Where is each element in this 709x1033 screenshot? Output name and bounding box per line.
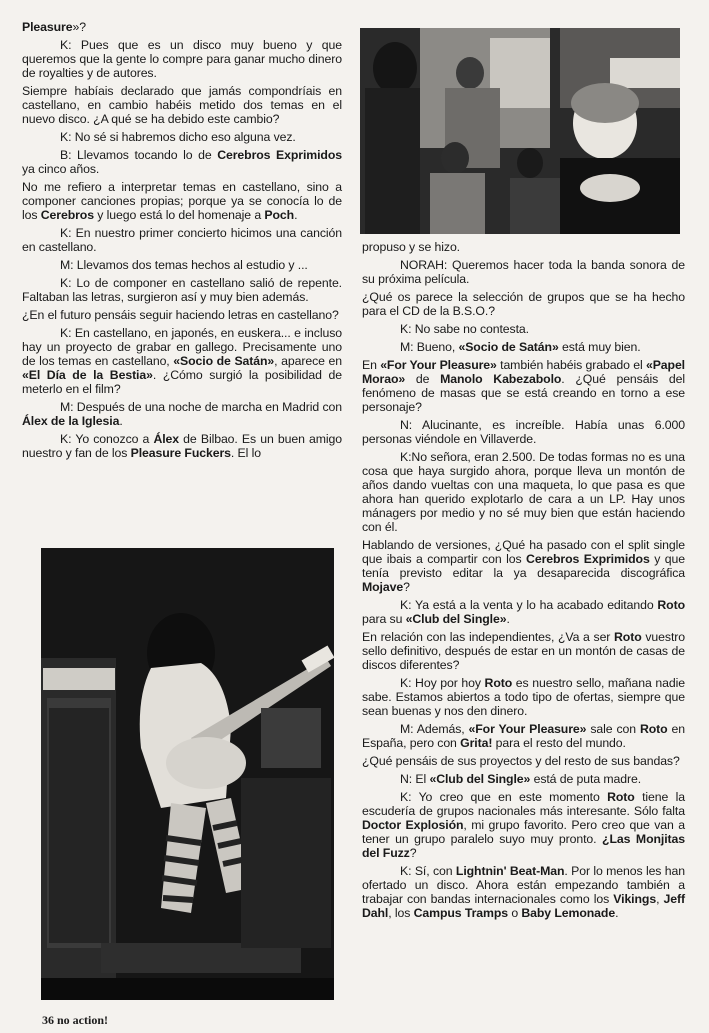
text-run: vuestro sello definitivo, después de estar en un montón de casas de discos diferentes? — [362, 630, 685, 672]
text-run: Siempre habíais declarado que jamás compondríais en castellano, en cambio habéis metido dos temas en el nuevo disco. ¿A qué se ha debido este cambio? — [22, 84, 342, 126]
bold-text: «El Día de la Bestia» — [22, 368, 153, 382]
paragraph — [362, 240, 685, 254]
bold-text: «Papel Morao» — [362, 358, 685, 386]
text-run: No me refiero a interpretar temas en castellano, sino a componer canciones propias; porque ya se conocía lo de los — [22, 180, 342, 222]
page-footer: 36 no action! — [42, 1013, 108, 1027]
text-run: o — [508, 906, 522, 920]
paragraph — [362, 722, 685, 750]
text-run: K: No sabe no contesta. — [400, 322, 529, 336]
bold-text: Pleasure — [22, 20, 73, 34]
text-run: . — [119, 414, 123, 428]
guitarist-image — [41, 548, 334, 1000]
text-run: ? — [409, 846, 417, 860]
text-run: es nuestro sello, mañana nadie sabe. Estamos abiertos a todo tipo de ofertas, siempre que sean buenas y nos den dinero. — [362, 676, 685, 718]
text-run: »? — [72, 20, 86, 34]
text-run: . Por lo menos les han ofertado un disco. Ahora están empezando también a trabajar con bandas internacionales como los — [362, 864, 685, 906]
text-run: NORAH: Queremos hacer toda la banda sonora de su próxima película. — [362, 258, 685, 286]
text-run: está muy bien. — [558, 340, 641, 354]
paragraph — [22, 38, 342, 80]
text-run: sale con — [586, 722, 640, 736]
text-run: M: Llevamos dos temas hechos al estudio y ... — [60, 258, 308, 272]
bold-text: «Club del Single» — [429, 772, 531, 786]
bold-text: Doctor Explosión — [362, 818, 464, 832]
bold-text: ¿Las Monjitas del Fuzz — [362, 832, 685, 860]
paragraph — [362, 790, 685, 860]
bold-text: Poch — [264, 208, 295, 222]
paragraph — [22, 326, 342, 396]
text-run: K: Ya está a la venta y lo ha acabado editando — [400, 598, 658, 612]
text-run: K: Hoy por hoy — [400, 676, 485, 690]
text-run: ¿Qué os parece la selección de grupos que se ha hecho para el CD de la B.S.O.? — [362, 290, 685, 318]
paragraph — [22, 20, 342, 34]
text-run: En — [362, 358, 381, 372]
text-run: en España, pero con — [362, 722, 685, 750]
paragraph — [362, 538, 685, 594]
text-run: , aparece en — [274, 354, 342, 368]
paragraph — [362, 754, 685, 768]
bold-text: Roto — [484, 676, 513, 690]
bold-text: Roto — [657, 598, 685, 612]
paragraph — [362, 322, 685, 336]
bold-text: Baby Lemonade — [521, 906, 616, 920]
bold-text: «Club del Single» — [405, 612, 507, 626]
text-run: N: El — [400, 772, 430, 786]
text-run: M: Además, — [400, 722, 469, 736]
band-photo-group — [360, 28, 680, 234]
paragraph — [22, 84, 342, 126]
paragraph — [362, 418, 685, 446]
bold-text: «For Your Pleasure» — [380, 358, 497, 372]
text-run: , mi grupo favorito. Pero creo que van a tener un grupo paralelo suyo muy pronto. — [362, 818, 685, 846]
left-column — [22, 20, 342, 464]
paragraph — [22, 180, 342, 222]
bold-text: Roto — [607, 790, 635, 804]
paragraph — [362, 258, 685, 286]
text-run: de Bilbao. Es un buen amigo nuestro y fan de los — [22, 432, 342, 460]
bold-text: «Socio de Satán» — [173, 354, 275, 368]
text-run: ya cinco años. — [22, 162, 100, 176]
bold-text: Grita! — [460, 736, 493, 750]
text-run: ? — [403, 580, 410, 594]
text-run: K: En castellano, en japonés, en euskera... e incluso hay un proyecto de grabar en gallego. Precisamente uno de los temas en castellano, — [22, 326, 342, 368]
paragraph — [22, 276, 342, 304]
paragraph — [362, 358, 685, 414]
paragraph — [362, 772, 685, 786]
text-run: . — [615, 906, 619, 920]
text-run: . — [506, 612, 510, 626]
text-run: K: Yo conozco a — [60, 432, 154, 446]
text-run: , — [656, 892, 664, 906]
paragraph — [22, 148, 342, 176]
text-run: propuso y se hizo. — [362, 240, 460, 254]
live-concert-photo — [41, 548, 334, 1000]
bold-text: Jeff Dahl — [362, 892, 685, 920]
bold-text: Roto — [639, 722, 668, 736]
text-run: ¿Qué pensáis de sus proyectos y del resto de sus bandas? — [362, 754, 680, 768]
text-run: M: Después de una noche de marcha en Madrid con — [60, 400, 342, 414]
paragraph — [362, 864, 685, 920]
paragraph — [22, 130, 342, 144]
text-run: . ¿Cómo surgió la posibilidad de meterlo en el film? — [22, 368, 342, 396]
paragraph — [362, 340, 685, 354]
text-run: de — [405, 372, 441, 386]
bold-text: Manolo Kabezabolo — [440, 372, 562, 386]
paragraph — [22, 258, 342, 272]
paragraph — [22, 400, 342, 428]
bold-text: Vikings — [613, 892, 657, 906]
text-run: Hablando de versiones, ¿Qué ha pasado con el split single que ibais a compartir con los — [362, 538, 685, 566]
text-run: K: En nuestro primer concierto hicimos una canción en castellano. — [22, 226, 342, 254]
bold-text: «Socio de Satán» — [458, 340, 559, 354]
bold-text: Cerebros Exprimidos — [217, 148, 342, 162]
text-run: K: Yo creo que en este momento — [400, 790, 608, 804]
text-run: K: No sé si habremos dicho eso alguna vez. — [60, 130, 296, 144]
text-run: tiene la escudería de grupos nacionales más interesante. Sólo falta — [362, 790, 685, 818]
text-run: y luego está lo del homenaje a — [93, 208, 265, 222]
paragraph — [362, 450, 685, 534]
text-run: N: Alucinante, es increíble. Había unas 6.000 personas viéndole en Villaverde. — [362, 418, 685, 446]
text-run: K: Sí, con — [400, 864, 456, 878]
bold-text: Álex — [153, 432, 180, 446]
right-column — [362, 240, 685, 924]
bold-text: «For Your Pleasure» — [468, 722, 587, 736]
band-group-image — [360, 28, 680, 234]
text-run: ¿En el futuro pensáis seguir haciendo letras en castellano? — [22, 308, 339, 322]
text-run: . El lo — [230, 446, 261, 460]
bold-text: Cerebros Exprimidos — [526, 552, 650, 566]
paragraph — [362, 290, 685, 318]
bold-text: Campus Tramps — [413, 906, 508, 920]
text-run: , los — [388, 906, 414, 920]
paragraph — [22, 432, 342, 460]
text-run: está de puta madre. — [530, 772, 642, 786]
text-run: . — [294, 208, 298, 222]
paragraph — [22, 308, 342, 322]
paragraph — [362, 630, 685, 672]
bold-text: Cerebros — [40, 208, 94, 222]
bold-text: Pleasure Fuckers — [130, 446, 231, 460]
bold-text: Álex de la Iglesia — [22, 414, 120, 428]
text-run: . ¿Qué pensáis del fenómeno de masas que se está creando en torno a ese personaje? — [362, 372, 685, 414]
text-run: B: Llevamos tocando lo de — [60, 148, 218, 162]
paragraph — [362, 598, 685, 626]
text-run: para el resto del mundo. — [492, 736, 626, 750]
text-run: K: Pues que es un disco muy bueno y que queremos que la gente lo compre para ganar mucho dinero de royalties y de autores. — [22, 38, 342, 80]
text-run: también habéis grabado el — [496, 358, 646, 372]
bold-text: Lightnin' Beat-Man — [455, 864, 565, 878]
text-run: En relación con las independientes, ¿Va a ser — [362, 630, 615, 644]
paragraph — [22, 226, 342, 254]
text-run: K: Lo de componer en castellano salió de repente. Faltaban las letras, surgieron así y muy bien además. — [22, 276, 342, 304]
text-run: para su — [362, 612, 406, 626]
text-run: M: Bueno, — [400, 340, 459, 354]
bold-text: Roto — [614, 630, 642, 644]
bold-text: Mojave — [362, 580, 404, 594]
paragraph — [362, 676, 685, 718]
text-run: y que tenía previsto editar la ya desaparecida discográfica — [362, 552, 685, 580]
text-run: K:No señora, eran 2.500. De todas formas no es una cosa que haya surgido ahora, porque lleva un montón de años dando vueltas con una maqueta, lo que pasa es que ahora han querido explotarlo de cara a un LP. Hay unos mánagers por medio y no sé muy bien que están haciendo con él. — [362, 450, 685, 534]
